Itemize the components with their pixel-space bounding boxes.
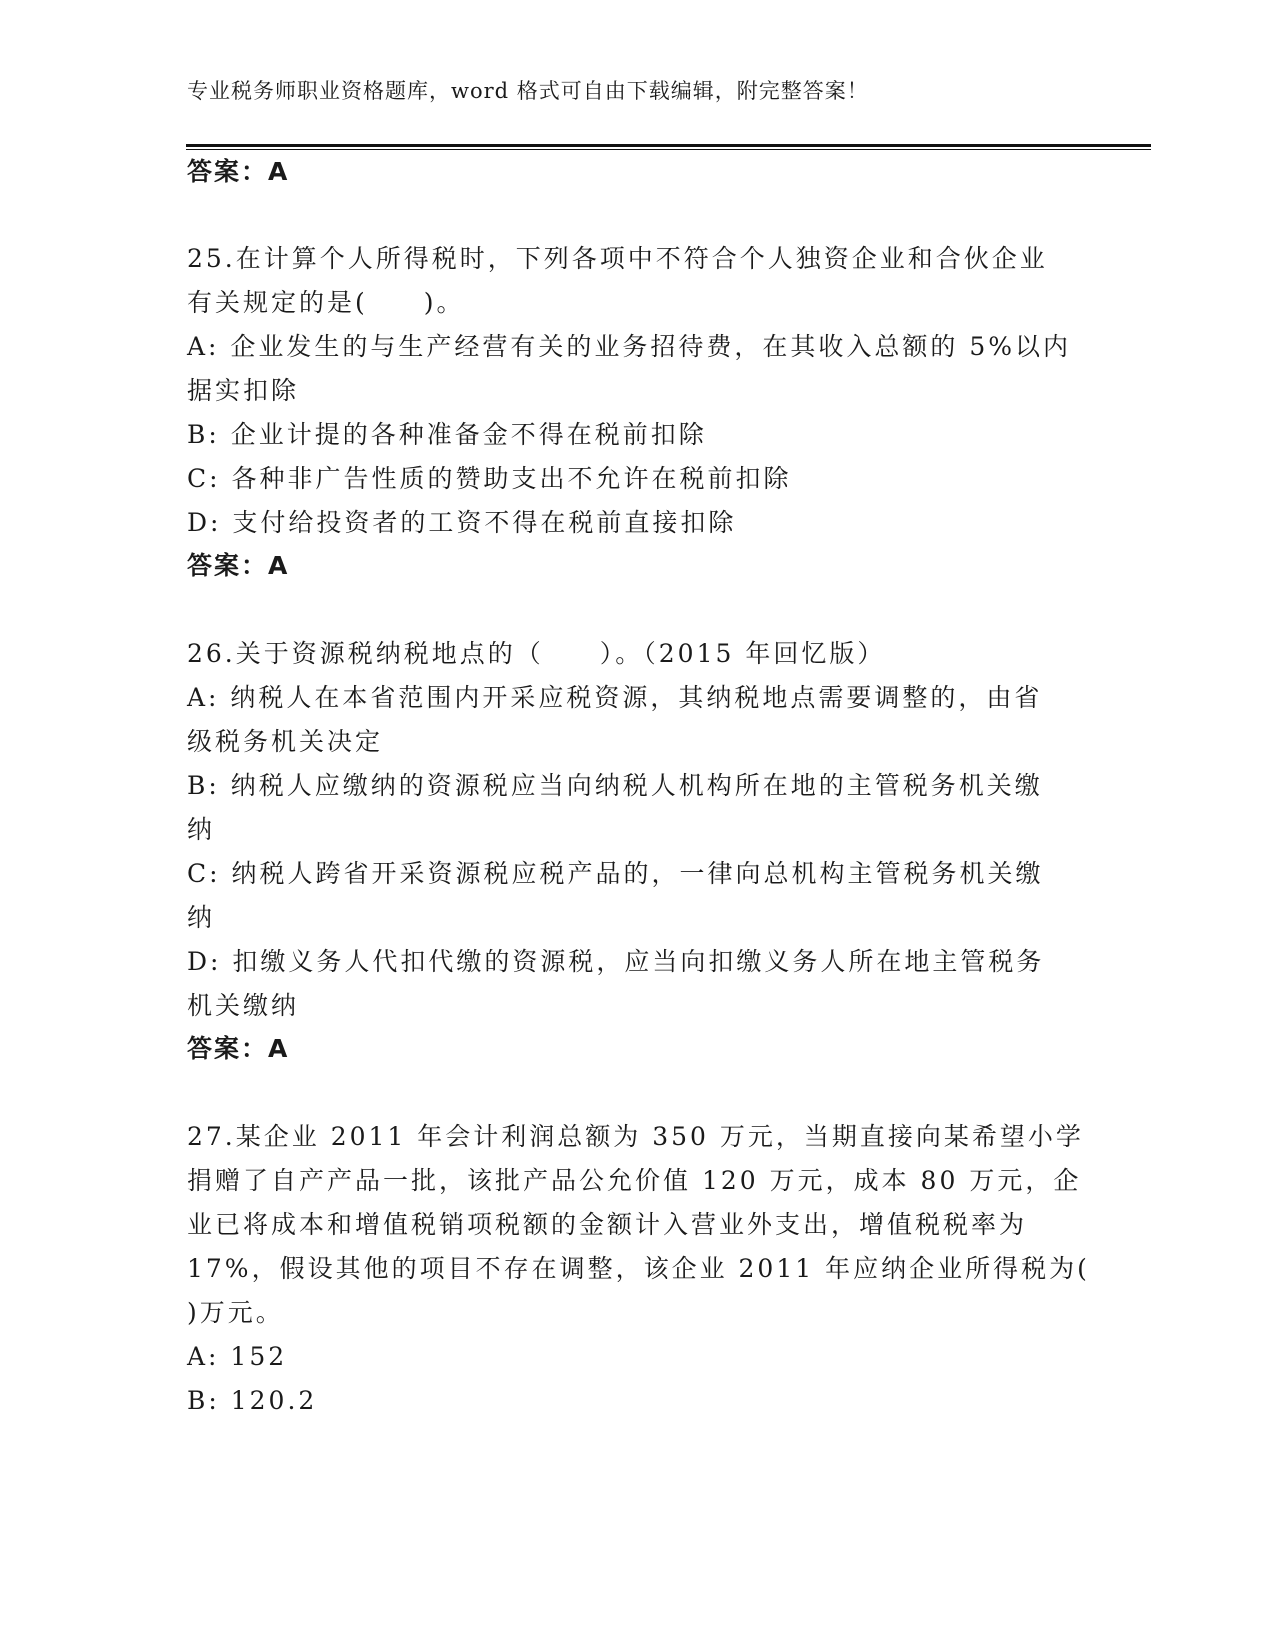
q26-option-b-line-1: B: 纳税人应缴纳的资源税应当向纳税人机构所在地的主管税务机关缴 [187, 771, 1043, 800]
q27-stem-line-3: 业已将成本和增值税销项税额的金额计入营业外支出，增值税税率为 [187, 1210, 1028, 1239]
q25-option-d: D: 支付给投资者的工资不得在税前直接扣除 [187, 508, 737, 537]
q27-option-b: B: 120.2 [187, 1386, 318, 1415]
q25-stem-line-1: 25.在计算个人所得税时，下列各项中不符合个人独资企业和合伙企业 [187, 244, 1048, 273]
q27-option-a: A: 152 [187, 1342, 288, 1371]
q27-stem-line-1: 27.某企业 2011 年会计利润总额为 350 万元，当期直接向某希望小学 [187, 1122, 1084, 1151]
header-rule-thick [186, 144, 1151, 147]
header-rule-thin [186, 149, 1151, 150]
q26-option-d-line-1: D: 扣缴义务人代扣代缴的资源税，应当向扣缴义务人所在地主管税务 [187, 947, 1045, 976]
q25-option-a-line-1: A: 企业发生的与生产经营有关的业务招待费，在其收入总额的 5%以内 [187, 332, 1072, 361]
q25-option-a-line-2: 据实扣除 [187, 376, 300, 405]
q26-stem: 26.关于资源税纳税地点的（ ）。（2015 年回忆版） [187, 639, 886, 668]
page-header: 专业税务师职业资格题库，word 格式可自由下载编辑，附完整答案！ [187, 79, 869, 103]
q26-option-a-line-2: 级税务机关决定 [187, 727, 384, 756]
q25-answer: 答案：A [187, 551, 290, 580]
q26-option-a-line-1: A: 纳税人在本省范围内开采应税资源，其纳税地点需要调整的，由省 [187, 683, 1043, 712]
answer-24: 答案：A [187, 157, 290, 186]
q26-answer: 答案：A [187, 1034, 290, 1063]
q25-stem-line-2: 有关规定的是( )。 [187, 288, 465, 317]
q27-stem-line-5: )万元。 [187, 1298, 284, 1327]
q27-stem-line-4: 17%，假设其他的项目不存在调整，该企业 2011 年应纳企业所得税为( [187, 1254, 1090, 1283]
q25-option-b: B: 企业计提的各种准备金不得在税前扣除 [187, 420, 707, 449]
q26-option-b-line-2: 纳 [187, 815, 216, 844]
q27-stem-line-2: 捐赠了自产产品一批，该批产品公允价值 120 万元，成本 80 万元，企 [187, 1166, 1082, 1195]
q26-option-d-line-2: 机关缴纳 [187, 991, 300, 1020]
q26-option-c-line-2: 纳 [187, 903, 216, 932]
q26-option-c-line-1: C: 纳税人跨省开采资源税应税产品的，一律向总机构主管税务机关缴 [187, 859, 1044, 888]
q25-option-c: C: 各种非广告性质的赞助支出不允许在税前扣除 [187, 464, 792, 493]
